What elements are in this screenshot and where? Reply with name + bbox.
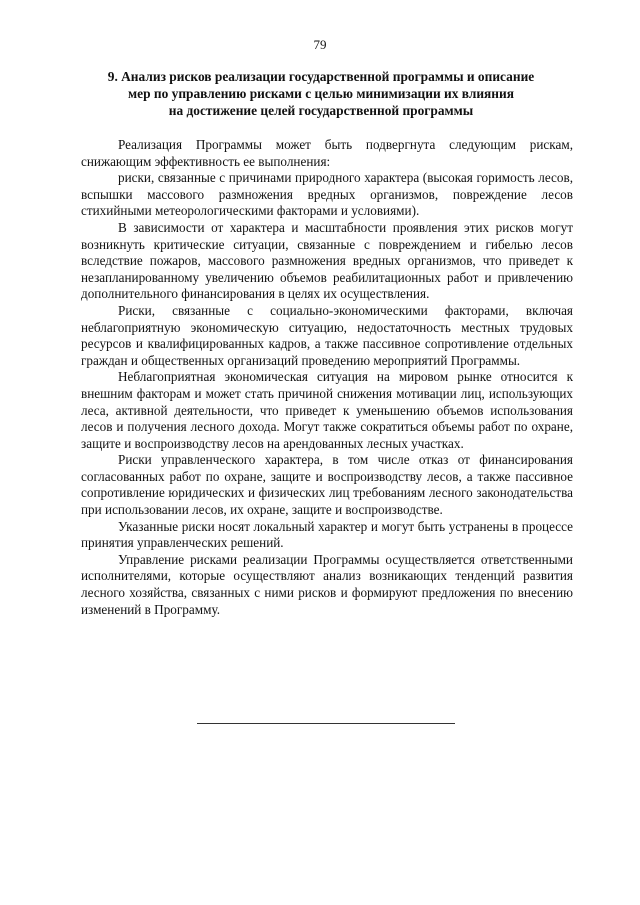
paragraph: риски, связанные с причинами природного характера (высокая горимость лесов, вспышки массового размножения вредных организмов, повреждение лесов стихийными метеорологическими факторами и условиями). (81, 170, 573, 219)
paragraph: Указанные риски носят локальный характер и могут быть устранены в процессе принятия управленческих решений. (81, 518, 573, 551)
paragraph: Риски управленческого характера, в том числе отказ от финансирования согласованных работ по охране, защите и воспроизводству лесов, а также пассивное сопротивление юридических и физических лиц требованиям лесного законодательства при использовании лесов, их охране, защите и воспроизводстве. (81, 452, 573, 518)
heading-line: на достижение целей государственной программы (168, 103, 474, 118)
paragraph: Неблагоприятная экономическая ситуация на мировом рынке относится к внешним факторам и может стать причиной снижения мотивации лиц, использующих леса, активной деятельности, что приведет к уменьшению объемов использования лесов и получения лесного дохода. Могут также сократиться объемы работ по охране, защите и воспроизводству лесов на арендованных лесных участках. (81, 369, 573, 451)
heading-line: 9. Анализ рисков реализации государственной программы и описание (107, 69, 535, 84)
paragraph: Риски, связанные с социально-экономическими факторами, включая неблагоприятную экономическую ситуацию, недостаточность местных трудовых ресурсов и квалифицированных кадров, а также пассивное сопротивление отдельных граждан и общественных организаций проведению мероприятий Программы. (81, 302, 573, 368)
heading-line: мер по управлению рисками с целью минимизации их влияния (128, 86, 514, 101)
paragraph: Реализация Программы может быть подвергнута следующим рискам, снижающим эффективность ее выполнения: (81, 137, 573, 169)
page-number: 79 (313, 37, 327, 52)
end-divider (197, 723, 455, 724)
paragraph: Управление рисками реализации Программы осуществляется ответственными исполнителями, которые осуществляют анализ возникающих тенденций развития лесного хозяйства, связанных с ними рисков и формируют предложения по внесению изменений в Программу. (81, 551, 573, 617)
paragraph: В зависимости от характера и масштабности проявления этих рисков могут возникнуть критические ситуации, связанные с повреждением и гибелью лесов вследствие пожаров, массового размножения вредных организмов, что приведет к незапланированному увеличению объемов реабилитационных работ и привлечению дополнительного финансирования в целях их осуществления. (81, 219, 573, 302)
body-text (81, 137, 573, 618)
section-heading (60, 68, 582, 119)
